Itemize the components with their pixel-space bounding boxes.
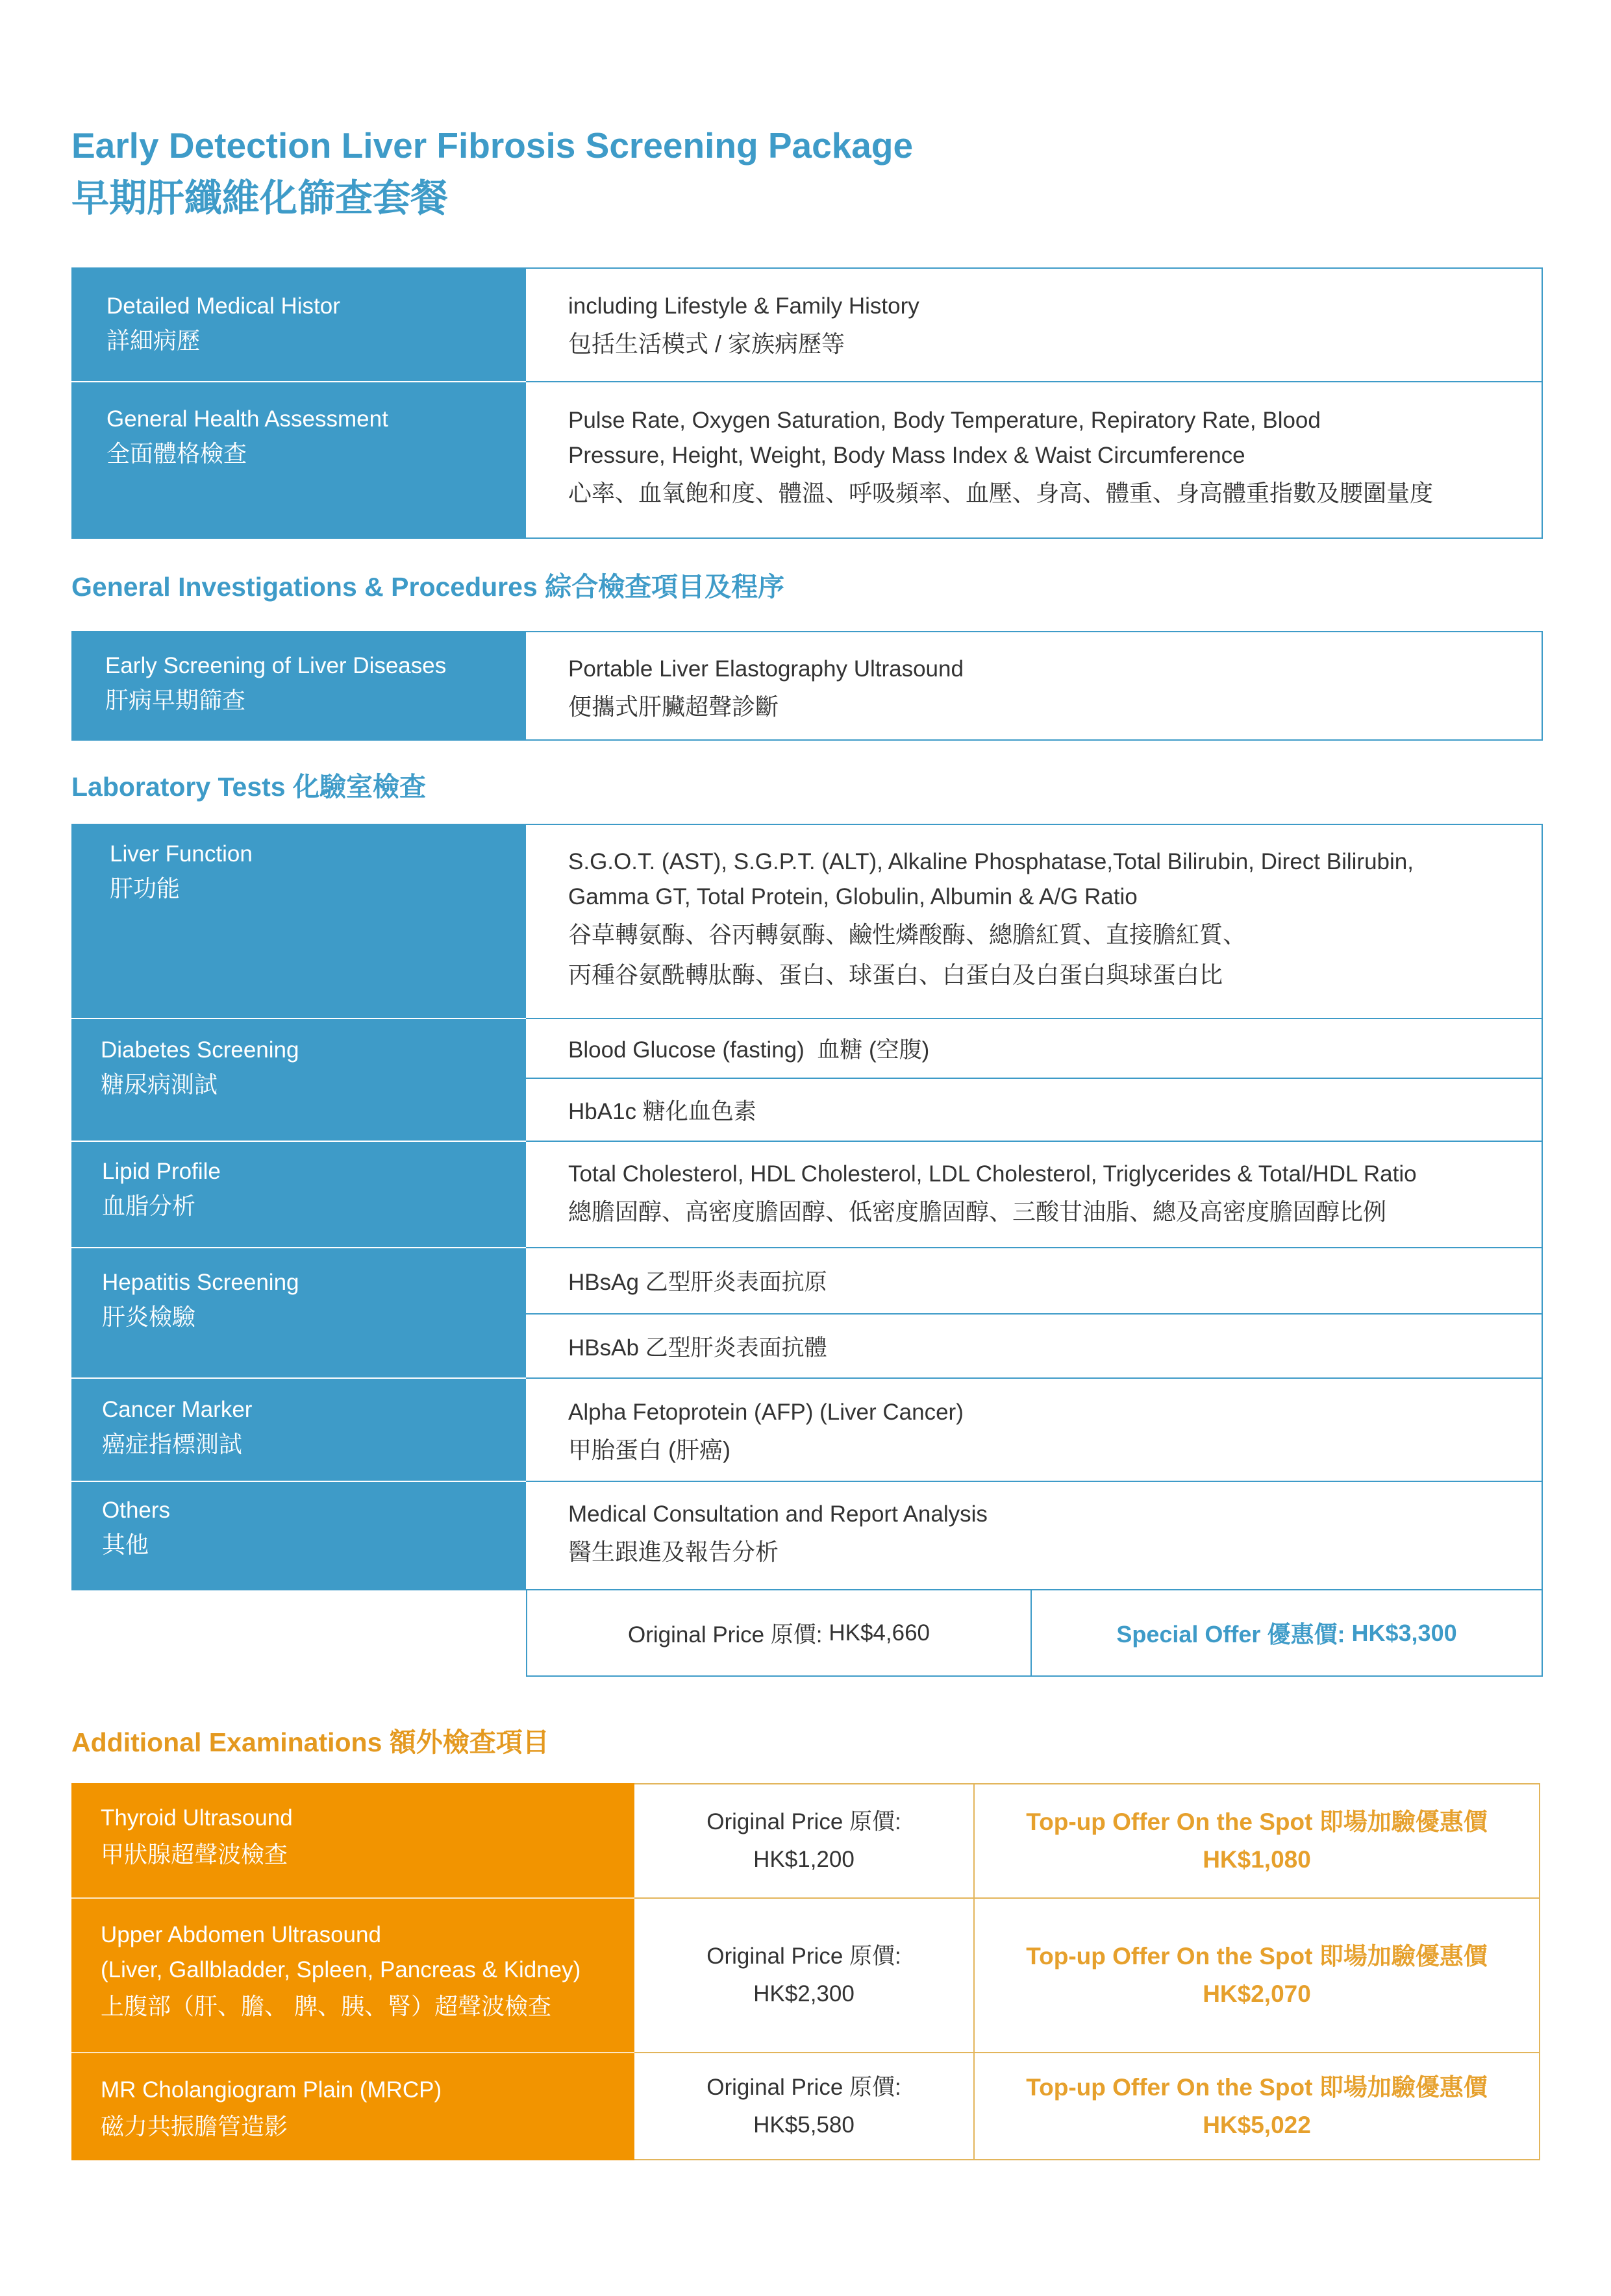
row-detail <box>526 1481 1543 1590</box>
original-price <box>527 1590 1032 1675</box>
topup-offer-value: HK$5,022 <box>1203 2111 1311 2138</box>
special-offer-label: Special Offer 優惠價: <box>1116 1621 1345 1648</box>
detail-line: including Lifestyle & Family History <box>568 293 919 319</box>
detail-line: 心率、血氧飽和度、體溫、呼吸頻率、血壓、身高、體重、身高體重指數及腰圍量度 <box>568 480 1434 506</box>
exam-name-line: Upper Abdomen Ultrasound <box>101 1922 381 1947</box>
table-row <box>71 267 1543 381</box>
detail-line: 便攜式肝臟超聲診斷 <box>568 693 779 720</box>
detail-line: 包括生活模式 / 家族病歷等 <box>568 330 845 357</box>
row-label <box>71 1247 526 1377</box>
row-label-chinese: 癌症指標測試 <box>102 1431 243 1457</box>
original-price-label: Original Price 原價: <box>706 1944 901 1969</box>
section-heading-investigations: General Investigations & Procedures 綜合檢查項目及程序 <box>71 572 785 602</box>
row-label <box>71 1018 526 1141</box>
detail-line: Medical Consultation and Report Analysis <box>568 1501 988 1527</box>
exam-name <box>71 2052 634 2160</box>
original-price-value: HK$1,200 <box>753 1847 855 1872</box>
additional-exams-table <box>71 1783 1540 2160</box>
row-label-chinese: 肝炎檢驗 <box>102 1303 196 1330</box>
table-row <box>71 1377 1543 1481</box>
laboratory-table <box>71 824 1543 1590</box>
row-label-chinese: 肝功能 <box>110 875 181 902</box>
package-price-row <box>526 1589 1543 1677</box>
exam-topup-offer <box>975 1897 1540 2052</box>
row-label <box>71 631 526 741</box>
detail-line: 總膽固醇、高密度膽固醇、低密度膽固醇、三酸甘油脂、總及高密度膽固醇比例 <box>568 1198 1387 1225</box>
row-label <box>71 1377 526 1481</box>
exam-name <box>71 1897 634 2052</box>
basic-assessment-table <box>71 267 1543 539</box>
exam-original-price <box>634 2052 975 2160</box>
table-row <box>71 1247 1543 1377</box>
test-item: HbA1c 糖化血色素 <box>526 1078 1542 1141</box>
row-label-english: Lipid Profile <box>102 1159 221 1184</box>
page-title: Early Detection Liver Fibrosis Screening Package <box>71 125 914 166</box>
original-price-label: Original Price 原價: <box>628 1622 823 1648</box>
table-row <box>71 1481 1543 1590</box>
row-detail <box>526 381 1543 539</box>
row-label-english: Hepatitis Screening <box>102 1270 299 1295</box>
special-offer-value: HK$3,300 <box>1351 1619 1457 1646</box>
detail-line: Total Cholesterol, HDL Cholesterol, LDL Cholesterol, Triglycerides & Total/HDL Ratio <box>568 1161 1417 1187</box>
row-label-english: Detailed Medical Histor <box>106 293 340 319</box>
row-label-chinese: 肝病早期篩查 <box>105 687 246 713</box>
row-detail <box>526 631 1543 741</box>
exam-name-line: 磁力共振膽管造影 <box>101 2113 288 2140</box>
exam-name-line: MR Cholangiogram Plain (MRCP) <box>101 2077 442 2103</box>
row-label-english: Others <box>102 1498 171 1523</box>
row-label <box>71 1141 526 1247</box>
row-label-chinese: 其他 <box>102 1531 149 1558</box>
table-row <box>71 381 1543 539</box>
detail-line: Pressure, Height, Weight, Body Mass Index & Waist Circumference <box>568 443 1245 468</box>
row-label-english: Early Screening of Liver Diseases <box>105 653 447 678</box>
row-label-chinese: 糖尿病測試 <box>101 1071 218 1098</box>
exam-name-line: 上腹部（肝、膽、 脾、胰、腎）超聲波檢查 <box>101 1993 552 2019</box>
row-label <box>71 824 526 1018</box>
detail-line: 醫生跟進及報告分析 <box>568 1538 779 1565</box>
topup-offer-label: Top-up Offer On the Spot 即場加驗優惠價 <box>1026 1943 1488 1969</box>
row-detail <box>526 1141 1543 1247</box>
table-row <box>71 2052 1540 2160</box>
original-price-label: Original Price 原價: <box>706 1809 901 1834</box>
test-item: HBsAb 乙型肝炎表面抗體 <box>526 1313 1542 1377</box>
exam-name-line: (Liver, Gallbladder, Spleen, Pancreas & Kidney) <box>101 1957 581 1982</box>
investigations-table <box>71 631 1543 741</box>
topup-offer-value: HK$2,070 <box>1203 1981 1311 2007</box>
original-price-value: HK$4,660 <box>829 1620 930 1646</box>
detail-line: Alpha Fetoprotein (AFP) (Liver Cancer) <box>568 1400 964 1425</box>
exam-name-line: Thyroid Ultrasound <box>101 1805 293 1831</box>
detail-line: 甲胎蛋白 (肝癌) <box>568 1437 731 1463</box>
original-price-label: Original Price 原價: <box>706 2074 901 2100</box>
detail-line: S.G.O.T. (AST), S.G.P.T. (ALT), Alkaline Phosphatase,Total Bilirubin, Direct Bilirubin, <box>568 849 1414 874</box>
exam-name <box>71 1783 634 1897</box>
topup-offer-value: HK$1,080 <box>1203 1846 1311 1873</box>
special-offer-price <box>1032 1590 1542 1675</box>
row-label <box>71 267 526 381</box>
table-row <box>71 631 1543 741</box>
section-heading-laboratory: Laboratory Tests 化驗室檢查 <box>71 772 426 802</box>
test-item: HBsAg 乙型肝炎表面抗原 <box>568 1270 827 1295</box>
table-row <box>71 1018 1543 1141</box>
row-label-chinese: 全面體格檢查 <box>106 440 247 467</box>
detail-line: Portable Liver Elastography Ultrasound <box>568 656 964 682</box>
detail-line: Pulse Rate, Oxygen Saturation, Body Temperature, Repiratory Rate, Blood <box>568 408 1321 433</box>
row-label-english: Cancer Marker <box>102 1397 253 1422</box>
row-detail <box>526 824 1543 1018</box>
table-row <box>71 1783 1540 1897</box>
exam-name-line: 甲狀腺超聲波檢查 <box>101 1841 288 1868</box>
exam-topup-offer <box>975 1783 1540 1897</box>
exam-topup-offer <box>975 2052 1540 2160</box>
section-heading-additional: Additional Examinations 額外檢查項目 <box>71 1727 549 1757</box>
original-price-value: HK$5,580 <box>753 2112 855 2138</box>
row-label <box>71 1481 526 1590</box>
row-label-chinese: 血脂分析 <box>102 1192 196 1219</box>
topup-offer-label: Top-up Offer On the Spot 即場加驗優惠價 <box>1026 2073 1488 2101</box>
row-detail <box>526 267 1543 381</box>
original-price-value: HK$2,300 <box>753 1981 855 2006</box>
page-title-chinese: 早期肝纖維化篩查套餐 <box>71 177 449 219</box>
topup-offer-label: Top-up Offer On the Spot 即場加驗優惠價 <box>1026 1808 1488 1835</box>
row-label-english: Diabetes Screening <box>101 1037 299 1063</box>
exam-original-price <box>634 1897 975 2052</box>
detail-line: 谷草轉氨酶、谷丙轉氨酶、鹼性燐酸酶、總膽紅質、直接膽紅質、 <box>568 921 1247 948</box>
detail-line: 丙種谷氨酰轉肽酶、蛋白、球蛋白、白蛋白及白蛋白與球蛋白比 <box>568 961 1223 988</box>
detail-line: Gamma GT, Total Protein, Globulin, Albumin & A/G Ratio <box>568 884 1138 909</box>
test-item: Blood Glucose (fasting) 血糖 (空腹) <box>568 1037 930 1063</box>
row-detail <box>526 1377 1543 1481</box>
table-row <box>71 824 1543 1018</box>
row-detail <box>526 1018 1543 1141</box>
row-label-english: General Health Assessment <box>106 406 388 432</box>
row-detail <box>526 1247 1543 1377</box>
table-row <box>71 1141 1543 1247</box>
row-label <box>71 381 526 539</box>
table-row <box>71 1897 1540 2052</box>
exam-original-price <box>634 1783 975 1897</box>
row-label-chinese: 詳細病歷 <box>106 327 201 354</box>
row-label-english: Liver Function <box>110 841 253 867</box>
